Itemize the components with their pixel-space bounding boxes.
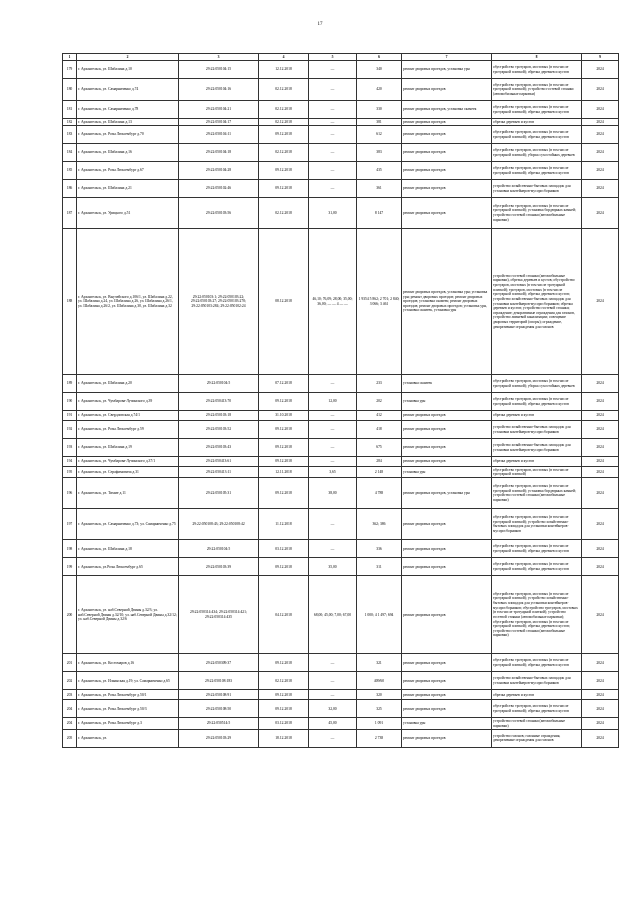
col-header-1: 1 [63,54,77,61]
cell-work-type: ремонт дворовых проездов [402,79,492,101]
cell-cadastral-number: 29:22:050103:56 [179,198,259,229]
cell-address: г. Архангельск, ул. Шабалина д.21 [77,180,179,198]
cell-date: 04.12.2018 [259,576,309,654]
cell-date: 02.12.2018 [259,144,309,162]
cell-year: 2024 [582,700,619,718]
cell-additional-works: обустройство тротуаров, мостовых (в том числе тротуарной плиткой); обрезка деревьев и кустов [492,61,582,79]
cell-address: г. Архангельск, ул. наб.Северной Двины д.32/3; ул. наб.Северной Двины д.32/10; ул. наб.Северной Двины д.32/12; ул. наб.Северной Двины д.32/6 [77,576,179,654]
col-header-2: 2 [77,54,179,61]
cell-work-type: ремонт дворовых проездов [402,558,492,576]
cell-amount: 612 [357,126,402,144]
table-row [63,375,619,393]
cell-amount: 4 788 [357,478,402,509]
cell-amount: 1 000; 4 1 497; 694 [357,576,402,654]
table-row [63,729,619,747]
cell-row-number: 202 [63,672,77,690]
col-header-3: 3 [179,54,259,61]
cell-year: 2024 [582,654,619,672]
cell-address: г. Архангельск, ул.Розы Люксембург д.65 [77,558,179,576]
table-row [63,421,619,439]
cell-year: 2024 [582,690,619,700]
cell-address: г. Архангельск, ул. [77,729,179,747]
col-header-4: 4 [259,54,309,61]
cell-area: — [309,79,357,101]
cell-amount: 311 [357,558,402,576]
cell-row-number: 189 [63,375,77,393]
cell-cadastral-number: 29:22:050413:61 [179,457,259,467]
cell-work-type: ремонт дворовых проездов [402,509,492,540]
cell-cadastral-number: 29:22:050104:5 [179,540,259,558]
cell-amount: 412 [357,411,402,421]
cell-work-type: ремонт дворовых проездов [402,690,492,700]
works-table [62,53,619,748]
cell-amount: 2 738 [357,729,402,747]
cell-amount: 202 [357,393,402,411]
cell-work-type: ремонт дворовых проездов [402,421,492,439]
table-row [63,229,619,375]
cell-area: — [309,101,357,119]
cell-year: 2024 [582,540,619,558]
col-header-9: 9 [582,54,619,61]
cell-additional-works: обустройство тротуаров, мостовых (в том числе тротуарной плиткой); устройство хозяйственно-бытовых площадок для установки контейнеров-мусоросборников; обустройство тротуаров, мостовых (в том числе тротуарной плиткой); устройство гостевой стоянки (автомобильные парковки); обустройство тротуаров, мостовых (в том числе тротуарной плиткой); обрезка деревьев и кустов; устройство гостевой стоянки (автомобильные парковки) [492,576,582,654]
cell-date: 09.12.2018 [259,700,309,718]
cell-cadastral-number: 29:22:050104:11 [179,126,259,144]
cell-address: г. Архангельск, ул. Шабалина д.16 [77,144,179,162]
cell-amount: 362; 386 [357,509,402,540]
table-row [63,457,619,467]
cell-work-type: ремонт дворовых проездов [402,198,492,229]
cell-additional-works: устройство хозяйственно-бытовых площадок для установки контейнеров-мусоросборников [492,672,582,690]
cell-row-number: 197 [63,509,77,540]
cell-year: 2024 [582,180,619,198]
table-row [63,718,619,729]
cell-additional-works: устройство хозяйственно-бытовых площадок для установки контейнеров-мусоросборников [492,439,582,457]
cell-cadastral-number: 29:22:050108:91 [179,690,259,700]
cell-year: 2024 [582,198,619,229]
cell-amount: 320 [357,690,402,700]
cell-area: — [309,162,357,180]
cell-cadastral-number: 29:22:050108:50 [179,700,259,718]
cell-cadastral-number: 29:22:050105:31 [179,478,259,509]
cell-area: — [309,411,357,421]
cell-amount: 340 [357,61,402,79]
cell-additional-works: устройство хозяйственно-бытовых площадок для установки контейнеров-мусоросборников [492,421,582,439]
cell-year: 2024 [582,61,619,79]
cell-additional-works: обрезка деревьев и кустов [492,411,582,421]
cell-additional-works: обустройство тротуаров, мостовых (в том числе тротуарной плиткой); обрезка деревьев и кустов [492,393,582,411]
cell-address: г. Архангельск, ул. Тимме д.11 [77,478,179,509]
cell-work-type: ремонт дворовых проездов [402,119,492,126]
cell-amount: 233 [357,375,402,393]
cell-additional-works: обустройство тротуаров, мостовых (в том числе тротуарной плиткой); уборка сухостойных деревьев [492,375,582,393]
cell-row-number: 204 [63,718,77,729]
cell-row-number: 191 [63,411,77,421]
cell-date: 09.12.2018 [259,558,309,576]
cell-cadastral-number: 29:22:050104:28 [179,162,259,180]
cell-area: — [309,690,357,700]
cell-row-number: 200 [63,576,77,654]
cell-amount: 1 9354 5 862; 2 701; 2 840; 3 066; 3 461 [357,229,402,375]
cell-address: г. Архангельск, ул. Шабалина д.20 [77,375,179,393]
cell-cadastral-number: 29:22:050104:18 [179,144,259,162]
cell-row-number: 196 [63,478,77,509]
cell-year: 2024 [582,421,619,439]
cell-cadastral-number: 29:22:050108:183 [179,672,259,690]
table-row [63,672,619,690]
cell-cadastral-number: 29:22:050413:70 [179,393,259,411]
cell-work-type: ремонт дворовых проездов [402,162,492,180]
cell-year: 2024 [582,101,619,119]
cell-additional-works: обрезка деревьев и кустов [492,457,582,467]
cell-additional-works: обустройство тротуаров, мостовых (в том числе тротуарной плиткой); обрезка деревьев и кустов [492,700,582,718]
cell-cadastral-number: 29:22:050108:43; 29:22:050108:42 [179,509,259,540]
cell-area: 31,00 [309,198,357,229]
col-header-8: 8 [492,54,582,61]
table-row [63,700,619,718]
cell-amount: 321 [357,654,402,672]
cell-additional-works: устройство гостевой стоянки (автомобильные парковки) [492,718,582,729]
cell-date: 09.12.2018 [259,126,309,144]
table-row [63,509,619,540]
cell-row-number: 203 [63,690,77,700]
cell-cadastral-number: 29:22:050104:17 [179,119,259,126]
cell-year: 2024 [582,718,619,729]
cell-date: 18.12.2018 [259,729,309,747]
cell-row-number: 185 [63,162,77,180]
cell-work-type: ремонт дворовых проездов [402,540,492,558]
cell-amount: 330 [357,101,402,119]
cell-cadastral-number: 29:22:050104:16 [179,79,259,101]
cell-area: — [309,509,357,540]
cell-work-type: ремонт дворовых проездов, установка урн [402,61,492,79]
cell-additional-works: устройство хозяйственно-бытовых площадок для установки контейнеров-мусоросборников [492,180,582,198]
cell-row-number: 205 [63,729,77,747]
cell-work-type: ремонт дворовых проездов [402,654,492,672]
cell-date: 09.12.2018 [259,421,309,439]
cell-work-type: установка урн [402,718,492,729]
cell-area: 68,00; 45,00; 7,00; 67,00 [309,576,357,654]
cell-date: 09.12.2018 [259,478,309,509]
cell-amount: 383 [357,144,402,162]
cell-additional-works: обустройство тротуаров, мостовых (в том числе тротуарной плиткой); обрезка деревьев и кустов [492,101,582,119]
cell-year: 2024 [582,144,619,162]
cell-work-type: ремонт дворовых проездов [402,457,492,467]
cell-cadastral-number: 29:22:050103:39 [179,558,259,576]
table-row [63,79,619,101]
cell-cadastral-number: 29:22:050103:29 [179,729,259,747]
cell-row-number: 192 [63,421,77,439]
cell-area: 32,00 [309,700,357,718]
cell-address: г. Архангельск, ул. Шабалина д.18 [77,540,179,558]
table-row [63,162,619,180]
cell-area: 46,10; 76,09; 28,00; 35,00; 36,00; — — 4 — — [309,229,357,375]
cell-cadastral-number: 29:22:050514:5 [179,718,259,729]
cell-date: 09.12.2018 [259,180,309,198]
cell-year: 2024 [582,576,619,654]
cell-year: 2024 [582,393,619,411]
cell-area: 3,65 [309,467,357,478]
cell-address: г. Архангельск, ул. Самарниченко д.73; ул. Самарниченко д.75 [77,509,179,540]
cell-date: 09.12.2018 [259,439,309,457]
table-row [63,198,619,229]
table-row [63,180,619,198]
cell-amount: 381 [357,119,402,126]
cell-additional-works: обустройство тротуаров, мостовых (в том числе тротуарной плиткой); обрезка деревьев и кустов [492,558,582,576]
cell-date: 09.12.2018 [259,162,309,180]
cell-row-number: 188 [63,229,77,375]
cell-date: 12.11.2018 [259,467,309,478]
cell-additional-works: обустройство тротуаров, мостовых (в том числе тротуарной плиткой) [492,467,582,478]
cell-date: 12.12.2018 [259,61,309,79]
table-row [63,576,619,654]
table-row [63,478,619,509]
cell-amount: 325 [357,700,402,718]
cell-date: 08.12.2018 [259,229,309,375]
cell-additional-works: обустройство тротуаров, мостовых (в том числе тротуарной плиткой); обрезка деревьев и кустов [492,540,582,558]
table-row [63,144,619,162]
cell-date: 09.12.2018 [259,690,309,700]
cell-year: 2024 [582,729,619,747]
cell-amount: 435 [357,162,402,180]
cell-year: 2024 [582,162,619,180]
cell-work-type: ремонт дворовых проездов [402,126,492,144]
cell-additional-works: обустройство тротуаров, мостовых (в том числе тротуарной плиткой); установка бордюрных камней; устройство гостевой стоянки (автомобильные парковки) [492,198,582,229]
cell-row-number: 195 [63,467,77,478]
cell-additional-works: обустройство тротуаров, мостовых (в том числе тротуарной плиткой); устройство хозяйственно-бытовых площадок для установки контейнеров-мусоросборников [492,509,582,540]
cell-additional-works: обустройство тротуаров, мостовых (в том числе тротуарной плиткой); установка бордюрных камней; устройство гостевой стоянки (автомобильные парковки) [492,478,582,509]
cell-area: — [309,61,357,79]
cell-amount: 336 [357,540,402,558]
cell-row-number: 194 [63,457,77,467]
cell-area: — [309,375,357,393]
cell-address: г. Архангельск, ул. Чумбарова-Лучинского д.39 [77,393,179,411]
table-row [63,61,619,79]
cell-work-type: установка скамеек [402,375,492,393]
cell-address: г. Архангельск, ул. Чумбарова-Лучинского д.37/1 [77,457,179,467]
cell-row-number: 186 [63,180,77,198]
cell-year: 2024 [582,119,619,126]
cell-row-number: 179 [63,61,77,79]
cell-date: 31.10.2018 [259,411,309,421]
table-row [63,393,619,411]
col-header-6: 6 [357,54,402,61]
cell-amount: 675 [357,439,402,457]
cell-cadastral-number: 29:22:050103:18 [179,411,259,421]
cell-work-type: ремонт дворовых проездов, установка скамеек [402,101,492,119]
header-row [63,54,619,61]
cell-additional-works: обустройство тротуаров, мостовых (в том числе тротуарной плиткой); обрезка деревьев и кустов [492,162,582,180]
cell-address: г. Архангельск, ул. Костомаров д.16 [77,654,179,672]
cell-work-type: установка урн [402,467,492,478]
page-number: 17 [317,22,323,27]
cell-row-number: 199 [63,558,77,576]
cell-date: 02.12.2018 [259,79,309,101]
cell-row-number: 204 [63,700,77,718]
cell-additional-works: обрезка деревьев и кустов [492,119,582,126]
cell-row-number: 193 [63,439,77,457]
cell-area: — [309,654,357,672]
cell-work-type: ремонт дворовых проездов [402,144,492,162]
cell-area: — [309,729,357,747]
cell-cadastral-number: 29:22:050413:11 [179,467,259,478]
cell-cadastral-number: 29:22:050102:46 [179,180,259,198]
cell-cadastral-number: 29:22:050314:434; 29:22:050314:421; 29:22:050314:435 [179,576,259,654]
table-row [63,101,619,119]
table-row [63,439,619,457]
cell-amount: 8 147 [357,198,402,229]
cell-address: г. Архангельск, ул. Урицкого д.51 [77,198,179,229]
cell-date: 03.12.2018 [259,540,309,558]
cell-date: 02.12.2018 [259,198,309,229]
cell-year: 2024 [582,672,619,690]
table-row [63,654,619,672]
cell-row-number: 183 [63,126,77,144]
col-header-5: 5 [309,54,357,61]
cell-additional-works: обустройство тротуаров, мостовых (в том числе тротуарной плиткой); уборка сухостойных деревьев [492,144,582,162]
cell-area: — [309,439,357,457]
cell-amount: 1 091 [357,718,402,729]
cell-address: г. Архангельск, ул. Розы Люксембург д.70 [77,126,179,144]
cell-additional-works: обустройство тротуаров, мостовых (в том числе тротуарной плиткой); обрезка деревьев и кустов [492,654,582,672]
col-header-7: 7 [402,54,492,61]
cell-area: — [309,126,357,144]
cell-year: 2024 [582,79,619,101]
cell-address: г. Архангельск, ул. Серафимовича д.31 [77,467,179,478]
cell-row-number: 198 [63,540,77,558]
cell-year: 2024 [582,467,619,478]
cell-area: 38,00 [309,478,357,509]
cell-date: 09.12.2018 [259,393,309,411]
table-row [63,690,619,700]
cell-year: 2024 [582,375,619,393]
cell-work-type: ремонт дворовых проездов [402,576,492,654]
cell-row-number: 182 [63,119,77,126]
cell-work-type: ремонт дворовых проездов [402,411,492,421]
cell-work-type: ремонт дворовых проездов [402,700,492,718]
cell-area: 45,00 [309,718,357,729]
cell-area: — [309,540,357,558]
cell-work-type: ремонт дворовых проездов [402,180,492,198]
cell-area: — [309,119,357,126]
cell-year: 2024 [582,457,619,467]
cell-cadastral-number: 29:22:050103:43 [179,439,259,457]
cell-amount: 361 [357,180,402,198]
cell-row-number: 187 [63,198,77,229]
cell-cadastral-number: 29:22:050104:5 [179,375,259,393]
cell-amount: 2 148 [357,467,402,478]
cell-area: — [309,144,357,162]
cell-cadastral-number: 29:22:050309:37 [179,654,259,672]
cell-year: 2024 [582,126,619,144]
cell-row-number: 181 [63,101,77,119]
cell-work-type: ремонт дворовых проездов [402,729,492,747]
cell-amount: 409/60 [357,672,402,690]
cell-year: 2024 [582,509,619,540]
cell-area: — [309,672,357,690]
table-row [63,126,619,144]
cell-cadastral-number: 29:22:050103:52 [179,421,259,439]
table-row [63,411,619,421]
table-body [63,54,619,748]
cell-area: 12,00 [309,393,357,411]
cell-cadastral-number: 29:22:050104:15 [179,61,259,79]
cell-cadastral-number: 29:22:050104:21 [179,101,259,119]
cell-area: — [309,421,357,439]
cell-work-type: установка урн [402,393,492,411]
cell-additional-works: обрезка деревьев и кустов [492,690,582,700]
cell-address: г. Архангельск, ул. Самарниченко д.78 [77,101,179,119]
cell-work-type: ремонт дворовых проездов, установка урн; установка урн; ремонт дворовых проездов; ремонт дворовых проездов; установка скамеек; ремонт дворовых проездов; ремонт дворовых проездов; установка урн, установка скамеек, установка урн [402,229,492,375]
cell-area: — [309,457,357,467]
cell-address: г. Архангельск, ул. Розы Люксембург д.67 [77,162,179,180]
cell-date: 09.12.2018 [259,457,309,467]
cell-amount: 418 [357,421,402,439]
cell-date: 02.12.2018 [259,119,309,126]
cell-row-number: 180 [63,79,77,101]
cell-address: г. Архангельск, ул. Выучейского д.106/1, ул. Шабалина д.22, ул. Шабалина д.24, ул. Шабалина д.26, ул. Шабалина д.26/1, ул. Шабалина д.26/2, ул. Шабалина д.30, ул. Шабалина д.32 [77,229,179,375]
cell-date: 09.12.2018 [259,654,309,672]
cell-date: 03.12.2018 [259,718,309,729]
cell-date: 02.12.2018 [259,672,309,690]
cell-work-type: ремонт дворовых проездов, установка урн [402,478,492,509]
cell-address: г. Архангельск, ул. Розы Люксембург д.59 [77,421,179,439]
works-table-wrapper [62,53,618,748]
table-row [63,467,619,478]
cell-area: 35,00 [309,558,357,576]
cell-address: г. Архангельск, ул. Розы Люксембург д.3 [77,718,179,729]
cell-additional-works: устройство газонов; газонные ограждения, декоративные ограждения для газонов [492,729,582,747]
cell-date: 07.12.2018 [259,375,309,393]
cell-address: г. Архангельск, ул. Свердловская д.74/1 [77,411,179,421]
cell-work-type: ремонт дворовых проездов [402,672,492,690]
cell-year: 2024 [582,411,619,421]
cell-amount: 284 [357,457,402,467]
cell-row-number: 190 [63,393,77,411]
cell-row-number: 201 [63,654,77,672]
cell-address: г. Архангельск, ул. Самарниченко д.74 [77,79,179,101]
cell-additional-works: устройство гостевой стоянки (автомобильные парковки), обрезка деревьев и кустов; обустройство тротуаров, мостовых (в том числе тротуарной плиткой); тротуаров, мостовых (в том числе тротуарной плиткой); обрезка деревьев и кустов; устройство хозяйственно-бытовых площадок для установки контейнеров-мусоросборников; обрезка деревьев и кустов; устройство гостевой стоянки; ограждение; декоративные ограждения для газонов, устройство ливневой канализации; освещение дворовых территорий (опоры); ограждение, декоративные ограждения для газонов [492,229,582,375]
cell-address: г. Архангельск, ул. Шабалина д.13 [77,119,179,126]
cell-cadastral-number: 29:22:050103:1; 29:22:050103:22; 29:22:050103:27; 29:22:050103:270; 29:22:050103:284; 29:22:050102:24 [179,229,259,375]
cell-year: 2024 [582,229,619,375]
cell-date: 11.12.2018 [259,509,309,540]
table-row [63,119,619,126]
table-row [63,540,619,558]
cell-address: г. Архангельск, ул. Розы Люксембург д.50/3 [77,700,179,718]
cell-year: 2024 [582,439,619,457]
cell-additional-works: обустройство тротуаров, мостовых (в том числе тротуарной плиткой); устройство гостевой стоянки (автомобильные парковки) [492,79,582,101]
cell-year: 2024 [582,478,619,509]
cell-date: 02.12.2018 [259,101,309,119]
table-row [63,558,619,576]
cell-address: г. Архангельск, ул. Ильинская д.19; ул. Самарниченко д.65 [77,672,179,690]
cell-row-number: 184 [63,144,77,162]
cell-additional-works: обустройство тротуаров, мостовых (в том числе тротуарной плиткой); обрезка деревьев и кустов [492,126,582,144]
cell-address: г. Архангельск, ул. Розы Люксембург д.50/1 [77,690,179,700]
cell-address: г. Архангельск, ул. Шабалина д.10 [77,61,179,79]
cell-address: г. Архангельск, ул. Шабалина д.19 [77,439,179,457]
cell-amount: 420 [357,79,402,101]
cell-year: 2024 [582,558,619,576]
cell-area: — [309,180,357,198]
cell-work-type: ремонт дворовых проездов [402,439,492,457]
